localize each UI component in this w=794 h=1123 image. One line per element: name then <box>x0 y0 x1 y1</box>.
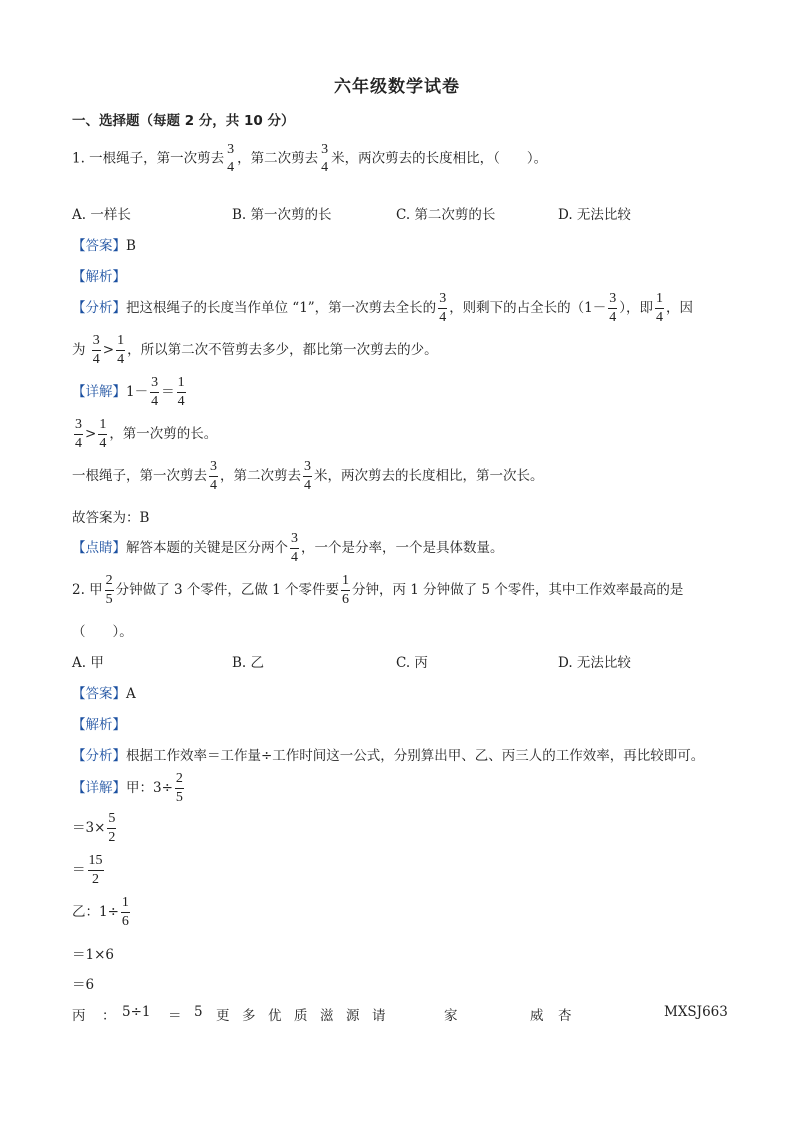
fraction: $\frac{2}{5}$ <box>105 573 113 607</box>
section-heading: 一、选择题（每题 2 分，共 10 分） <box>72 113 295 129</box>
fraction: 3 4 <box>321 142 329 175</box>
q2-step: ＝ $\frac{15}{2}$ <box>72 853 103 887</box>
fraction: $\frac{3}{4}$ <box>439 291 447 325</box>
q1-option-a: A. 一样长 <box>72 207 131 223</box>
q2-analysis-heading: 【解析】 <box>72 717 126 733</box>
fraction: $\frac{1}{4}$ <box>177 375 185 409</box>
fraction: $\frac{3}{4}$ <box>304 459 311 493</box>
fraction: $\frac{15}{2}$ <box>88 853 103 887</box>
fraction: $\frac{1}{4}$ <box>117 333 125 367</box>
fraction: $\frac{3}{4}$ <box>75 417 82 451</box>
fraction: $\frac{3}{4}$ <box>291 531 298 565</box>
fraction: $\frac{2}{5}$ <box>175 771 183 805</box>
fraction: $\frac{3}{4}$ <box>151 375 159 409</box>
fraction: $\frac{3}{4}$ <box>210 459 217 493</box>
fraction: $\frac{1}{4}$ <box>656 291 664 325</box>
q2-fenxi: 【分析】根据工作效率＝工作量÷工作时间这一公式，分别算出甲、乙、丙三人的工作效率，再比较即可。 <box>72 748 705 764</box>
fraction: $\frac{3}{4}$ <box>609 291 617 325</box>
q1-analysis-heading: 【解析】 <box>72 269 126 285</box>
q2-xiangjie: 【详解】甲：3÷ $\frac{2}{5}$ <box>72 771 183 805</box>
fraction: $\frac{3}{4}$ <box>92 333 100 367</box>
q2-option-b: B. 乙 <box>232 655 265 671</box>
q1-restate: 一根绳子，第一次剪去 $\frac{3}{4}$ ，第二次剪去 $\frac{3}{4}$ 米，两次剪去的长度相比，第一次长。 <box>72 459 544 493</box>
question-1-stem: 1. 一根绳子，第一次剪去 3 4 ，第二次剪去 3 4 米，两次剪去的长度相比，（ ）。 <box>72 142 548 175</box>
q2-option-d: D. 无法比较 <box>558 655 631 671</box>
fraction: $\frac{1}{6}$ <box>121 895 129 929</box>
q1-conclusion: 故答案为：B <box>72 510 150 526</box>
q2-step: ＝3× $\frac{5}{2}$ <box>72 811 116 845</box>
fraction: $\frac{1}{6}$ <box>342 573 350 607</box>
q1-option-b: B. 第一次剪的长 <box>232 207 332 223</box>
fraction: $\frac{5}{2}$ <box>108 811 116 845</box>
q2-yi: 乙：1÷ $\frac{1}{6}$ <box>72 895 129 929</box>
q1-fenxi-cont: 为 $\frac{3}{4}$ > $\frac{1}{4}$ ，所以第二次不管剪去多少，都比第一次剪去的少。 <box>72 333 438 367</box>
q1-fenxi: 【分析】把这根绳子的长度当作单位 “1”，第一次剪去全长的 $\frac{3}{4}$ ，则剩下的占全长的（1－ $\frac{3}{4}$ ），即 $\frac{1}{4}$ ，因 <box>72 291 694 325</box>
q1-xiangjie: 【详解】1－ $\frac{3}{4}$ ＝ $\frac{1}{4}$ <box>72 375 185 409</box>
q2-step: ＝1×6 <box>72 947 114 963</box>
question-2-stem-cont: （ ）。 <box>72 624 133 640</box>
q1-option-c: C. 第二次剪的长 <box>396 207 496 223</box>
page-title: 六年级数学试卷 <box>334 77 460 97</box>
q1-option-d: D. 无法比较 <box>558 207 631 223</box>
q2-step: ＝6 <box>72 977 95 993</box>
q2-option-a: A. 甲 <box>72 655 104 671</box>
fraction: $\frac{1}{4}$ <box>99 417 107 451</box>
q1-answer: 【答案】B <box>72 238 136 254</box>
q1-dianjing: 【点睛】解答本题的关键是区分两个 $\frac{3}{4}$ ，一个是分率，一个是具体数量。 <box>72 531 504 565</box>
q2-answer: 【答案】A <box>72 686 136 702</box>
q1-compare: $\frac{3}{4}$ > $\frac{1}{4}$ ，第一次剪的长。 <box>75 417 218 451</box>
fraction: 3 4 <box>227 142 235 175</box>
q2-option-c: C. 丙 <box>396 655 428 671</box>
question-2-stem: 2. 甲 $\frac{2}{5}$ 分钟做了 3 个零件，乙做 1 个零件要 $\frac{1}{6}$ 分钟，丙 1 分钟做了 5 个零件，其中工作效率最高的是 <box>72 573 684 607</box>
footer-line: 丙 ： 5÷1 ＝ 5 更 多 优 质 滋 源 请 家 威 杏 MXSJ663 <box>72 1004 728 1024</box>
